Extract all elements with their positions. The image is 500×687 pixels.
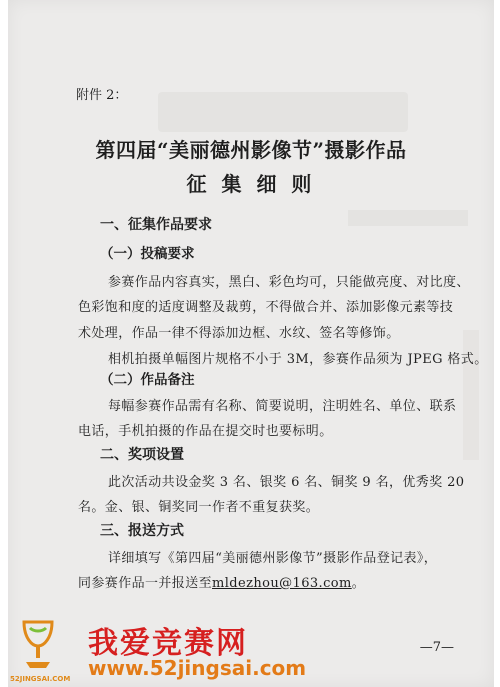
paragraph-line: 电话，手机拍摄的作品在提交时也要标明。: [78, 424, 333, 439]
trophy-icon: [18, 618, 58, 670]
sub1-heading: （一）投稿要求: [100, 246, 195, 262]
paragraph-line: [78, 572, 365, 591]
submit-text: 同参赛作品一并报送至: [78, 576, 213, 591]
attachment-label: 附件 2：: [76, 88, 128, 103]
bleed-through-mark: [158, 92, 408, 132]
scanned-page: [8, 0, 494, 687]
site-name: 我爱竞赛网: [88, 626, 248, 661]
bleed-through-mark: [348, 210, 468, 226]
paragraph-line: 此次活动共设金奖 3 名、银奖 6 名、铜奖 9 名，优秀奖 20: [108, 475, 465, 490]
submit-text: 。: [351, 576, 366, 591]
paragraph-line: 详细填写《第四届“美丽德州影像节”摄影作品登记表》，: [108, 551, 438, 566]
section3-heading: 三、报送方式: [100, 523, 184, 539]
sub2-heading: （二）作品备注: [100, 372, 195, 388]
title-line-1: 第四届“美丽德州影像节”摄影作品: [95, 138, 407, 162]
section2-heading: 二、奖项设置: [100, 447, 184, 463]
paragraph-line: 相机拍摄单幅图片规格不小于 3M，参赛作品须为 JPEG 格式。: [108, 352, 488, 367]
paragraph-line: 参赛作品内容真实，黑白、彩色均可，只能做亮度、对比度、: [108, 275, 470, 290]
page-number: —7—: [419, 640, 454, 655]
paragraph-line: 每幅参赛作品需有名称、简要说明，注明姓名、单位、联系: [108, 399, 457, 414]
site-url[interactable]: www.52jingsai.com: [88, 656, 307, 680]
paragraph-line: 术处理，作品一律不得添加边框、水纹、签名等修饰。: [78, 326, 400, 341]
logo-small-text: 52JINGSAI.COM: [10, 675, 71, 683]
paragraph-line: 色彩饱和度的适度调整及裁剪，不得做合并、添加影像元素等技: [78, 300, 454, 315]
section1-heading: 一、征集作品要求: [100, 217, 212, 233]
title-line-2: 征 集 细 则: [186, 172, 316, 196]
watermark-footer: [0, 612, 500, 687]
email-link[interactable]: mldezhou@163.com: [212, 576, 352, 591]
paragraph-line: 名。金、银、铜奖同一作者不重复获奖。: [78, 500, 320, 515]
